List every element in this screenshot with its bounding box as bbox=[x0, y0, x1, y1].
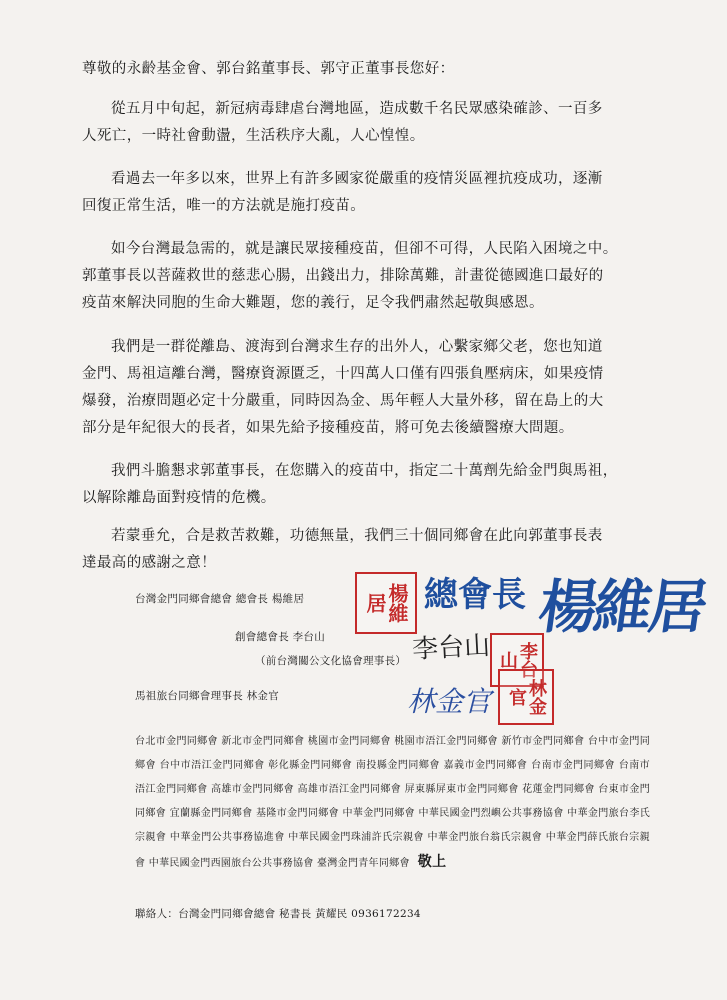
handwritten-signature-1: 李台山 bbox=[411, 630, 491, 666]
closing-respect: 敬上 bbox=[417, 854, 447, 870]
association-list bbox=[135, 730, 650, 876]
signature-line-2: 創會總會長 李台山 bbox=[235, 631, 326, 643]
handwritten-signature-2: 林金官 bbox=[407, 685, 492, 718]
red-seal-3: 林金官 bbox=[498, 669, 554, 725]
paragraph-3: 如今台灣最急需的，就是讓民眾接種疫苗，但卻不可得，人民陷入困境之中。 郭董事長以菩薩救世的慈悲心腸，出錢出力，排除萬難，計畫從德國進口最好的 疫苗來解決同胞的生命大難題，您的義行，足令我們肅然起敬與感恩。 bbox=[82, 241, 618, 311]
signature-line-1: 台灣金門同鄉會總會 總會長 楊維居 bbox=[135, 593, 305, 605]
paragraph-4: 我們是一群從離島、渡海到台灣求生存的出外人，心繫家鄉父老，您也知道 金門、馬祖這離台灣，醫療資源匱乏，十四萬人口僅有四張負壓病床，如果疫情 爆發，治療問題必定十分嚴重，同時因為金、馬年輕人大量外移，留在島上的大 部分是年紀很大的長者，如果先給予接種疫苗，將可免去後續醫療大問題。 bbox=[82, 339, 604, 436]
signature-line-2-note: （前台灣關公文化協會理事長） bbox=[255, 655, 407, 667]
red-seal-1: 楊維居 bbox=[355, 572, 417, 634]
association-names: 台北市金門同鄉會 新北市金門同鄉會 桃園市金門同鄉會 桃園市浯江金門同鄉會 新竹市金門同鄉會 台中市金門同鄉會 台中市浯江金門同鄉會 彰化縣金門同鄉會 南投縣金門同鄉會 嘉義市金門同鄉會 台南市金門同鄉會 台南市浯江金門同鄉會 高雄市金門同鄉會 高雄市浯江金門同鄉會 屏東縣屏東市金門同鄉會 花蓮金門同鄉會 台東市金門同鄉會 宜蘭縣金門同鄉會 基隆市金門同鄉會 中華金門同鄉會 中華民國金門烈嶼公共事務協會 中華金門旅台李氏宗親會 中華金門公共事務協進會 中華民國金門珠浦許氏宗親會 中華金門旅台翁氏宗親會 中華金門薛氏旅台宗親會 中華民國金門西園旅台公共事務協會 臺灣金門青年同鄉會 bbox=[135, 736, 650, 869]
greeting: 尊敬的永齡基金會、郭台銘董事長、郭守正董事長您好： bbox=[82, 61, 455, 77]
paragraph-6: 若蒙垂允，合是救苦救難，功德無量，我們三十個同鄉會在此向郭董事長表 達最高的感謝之意！ bbox=[82, 528, 603, 571]
paragraph-5: 我們斗膽懇求郭董事長，在您購入的疫苗中，指定二十萬劑先給金門與馬祖， 以解除離島面對疫情的危機。 bbox=[82, 463, 618, 506]
blue-stamp-title: 總會長 bbox=[424, 575, 526, 615]
red-seal-2: 李台山 bbox=[490, 633, 544, 687]
blue-stamp-name: 楊維居 bbox=[534, 573, 710, 641]
paragraph-1: 從五月中旬起，新冠病毒肆虐台灣地區，造成數千名民眾感染確診、一百多 人死亡，一時社會動盪，生活秩序大亂，人心惶惶。 bbox=[82, 101, 603, 144]
signature-line-3: 馬祖旅台同鄉會理事長 林金官 bbox=[135, 690, 280, 702]
contact-line: 聯絡人：台灣金門同鄉會總會 秘書長 黃耀民 0936172234 bbox=[135, 908, 421, 920]
paragraph-2: 看過去一年多以來，世界上有許多國家從嚴重的疫情災區裡抗疫成功，逐漸 回復正常生活，唯一的方法就是施打疫苗。 bbox=[82, 171, 603, 214]
